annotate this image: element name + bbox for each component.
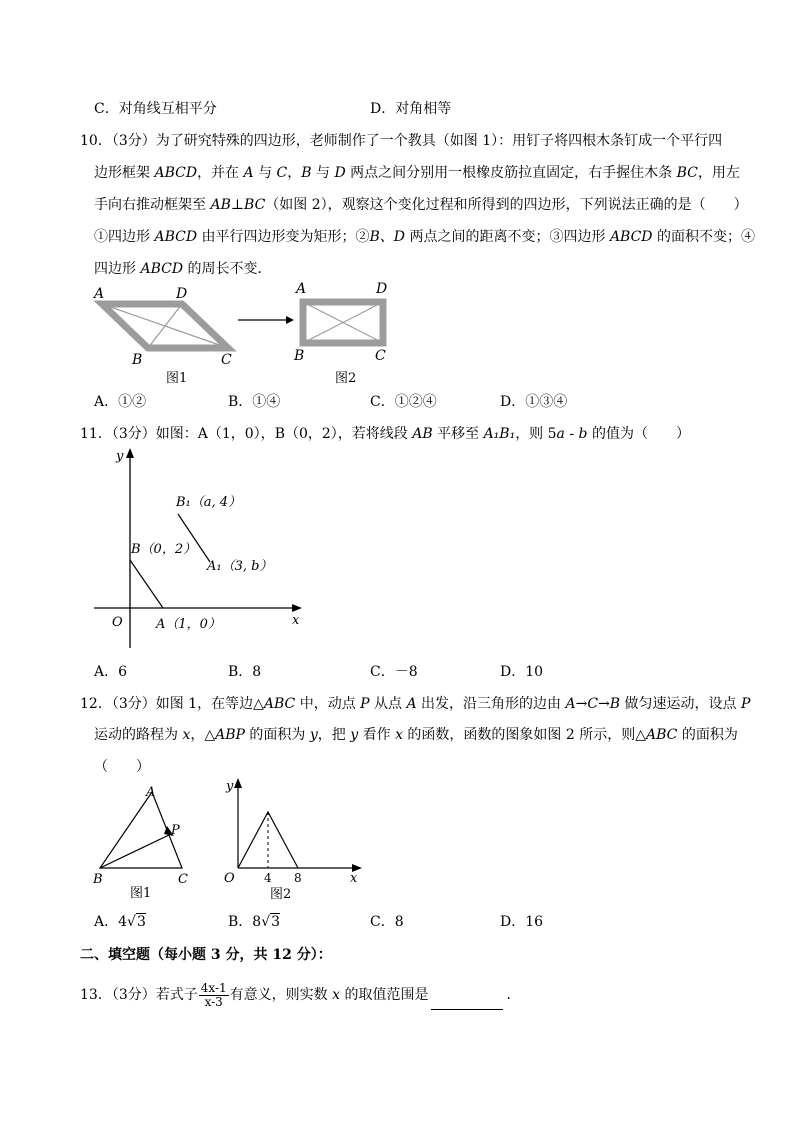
q12-score: （3分）	[111, 696, 156, 712]
q12-fig2-caption: 图2	[270, 887, 292, 902]
right-arrow-icon	[236, 312, 296, 328]
q10-stem-line3: 手向右推动框架至 AB⊥BC（如图 2），观察这个变化过程和所得到的四边形，下列说法正确的是（ ）	[94, 197, 748, 213]
q12-stem-line3: （ ）	[94, 759, 150, 775]
q11-option-a: A．6	[94, 664, 128, 680]
q10-fig2-label-c: C	[375, 348, 386, 364]
q13-fraction	[199, 982, 229, 1009]
q13-number: 13．	[80, 987, 112, 1003]
q10-figure1-parallelogram	[90, 284, 240, 388]
q12-option-a: A．4√3	[94, 914, 146, 930]
q12-fig2-tick-8: 8	[294, 871, 302, 885]
q10-stem-line4: ①四边形 ABCD 由平行四边形变为矩形；②B、D 两点之间的距离不变；③四边形 ABCD 的面积不变；④	[94, 229, 755, 245]
q10-fig2-caption: 图2	[335, 371, 357, 386]
q10-option-d: D．①③④	[500, 394, 568, 410]
q13-stem: 13．（3分）若式子 $\frac{4x-1}{x-3}$ 有意义，则实数 x 的取值范围是 ．	[80, 980, 521, 1009]
q12-fig2-tick-4: 4	[264, 871, 272, 885]
q10-option-b: B．①④	[228, 394, 281, 410]
q9-option-c: C．对角线互相平分	[94, 101, 217, 117]
q10-fig2-label-a: A	[296, 281, 307, 297]
q12-option-c: C．8	[370, 914, 404, 930]
q10-stem-line1: 10．（3分）为了研究特殊的四边形，老师制作了一个教具（如图 1）：用钉子将四根木条钉成一个平行四	[80, 133, 723, 149]
q11-option-c: C．－8	[370, 664, 418, 680]
q11-y-label: y	[116, 449, 124, 464]
q11-stem: 11．（3分）如图：A（1，0），B（0，2），若将线段 AB 平移至 A₁B₁，则 5a - b 的值为（ ）	[80, 426, 690, 442]
q12-fig1-label-p: P	[171, 823, 180, 838]
q11-x-label: x	[292, 613, 300, 628]
q13-score: （3分）	[111, 987, 156, 1003]
q12-fig2-origin-label: O	[224, 871, 235, 886]
q10-fig1-label-a: A	[94, 286, 105, 302]
q10-fig2-label-d: D	[376, 281, 388, 297]
q11-b-label: B（0，2）	[131, 542, 197, 557]
q12-option-b: B．8√3	[228, 914, 281, 930]
section-heading-fill-in: 二、填空题（每小题 3 分，共 12 分）：	[80, 947, 332, 963]
q11-origin-label: O	[112, 615, 123, 630]
q12-fig1-label-b: B	[93, 872, 103, 887]
q12-figure2-graph	[216, 776, 366, 906]
q12-fig1-label-a: A	[146, 785, 156, 800]
q12-fig1-caption: 图1	[130, 886, 152, 901]
q12-fig2-y-label: y	[226, 779, 234, 794]
q10-option-a: A．①②	[94, 394, 147, 410]
q11-a-label: A（1，0）	[156, 617, 221, 632]
q10-fig1-label-b: B	[132, 352, 143, 368]
q13-answer-blank[interactable]	[431, 995, 503, 1010]
q12-option-d: D．16	[500, 914, 544, 930]
q13-fraction-denominator: x-3	[204, 994, 223, 1009]
q10-stem-line2: 边形框架 ABCD，并在 A 与 C，B 与 D 两点之间分别用一根橡皮筋拉直固定，右手握住木条 BC，用左	[94, 165, 740, 181]
q11-number: 11．	[80, 426, 112, 442]
q12-stem-line2: 运动的路程为 x，△ABP 的面积为 y，把 y 看作 x 的函数，函数的图象如图 2 所示，则△ABC 的面积为	[94, 727, 738, 743]
q12-fig1-label-c: C	[178, 872, 188, 887]
q10-option-c: C．①②④	[370, 394, 437, 410]
q10-score: （3分）	[111, 133, 156, 149]
q10-fig1-label-d: D	[176, 286, 188, 302]
q10-fig1-caption: 图1	[166, 371, 188, 386]
q11-coordinate-figure	[90, 448, 320, 658]
q10-fig1-label-c: C	[221, 352, 232, 368]
q12-fig2-x-label: x	[350, 871, 358, 886]
q11-a1-label: A₁（3, b）	[207, 559, 273, 574]
q10-figure2-rectangle	[290, 280, 400, 388]
q9-option-d: D．对角相等	[370, 101, 452, 117]
q12-number: 12．	[80, 696, 112, 712]
q11-option-d: D．10	[500, 664, 544, 680]
q11-option-b: B．8	[228, 664, 262, 680]
q11-score: （3分）	[111, 426, 156, 442]
q12-figure1-triangle	[90, 782, 200, 904]
q10-stem-line5: 四边形 ABCD 的周长不变．	[94, 261, 272, 277]
q12-stem-line1: 12．（3分）如图 1，在等边△ABC 中，动点 P 从点 A 出发，沿三角形的边由 A→C→B 做匀速运动，设点 P	[80, 696, 751, 712]
q10-number: 10．	[80, 133, 112, 149]
q13-fraction-numerator: 4x-1	[200, 980, 227, 995]
q10-fig2-label-b: B	[294, 348, 305, 364]
q11-b1-label: B₁（a, 4）	[176, 495, 242, 510]
